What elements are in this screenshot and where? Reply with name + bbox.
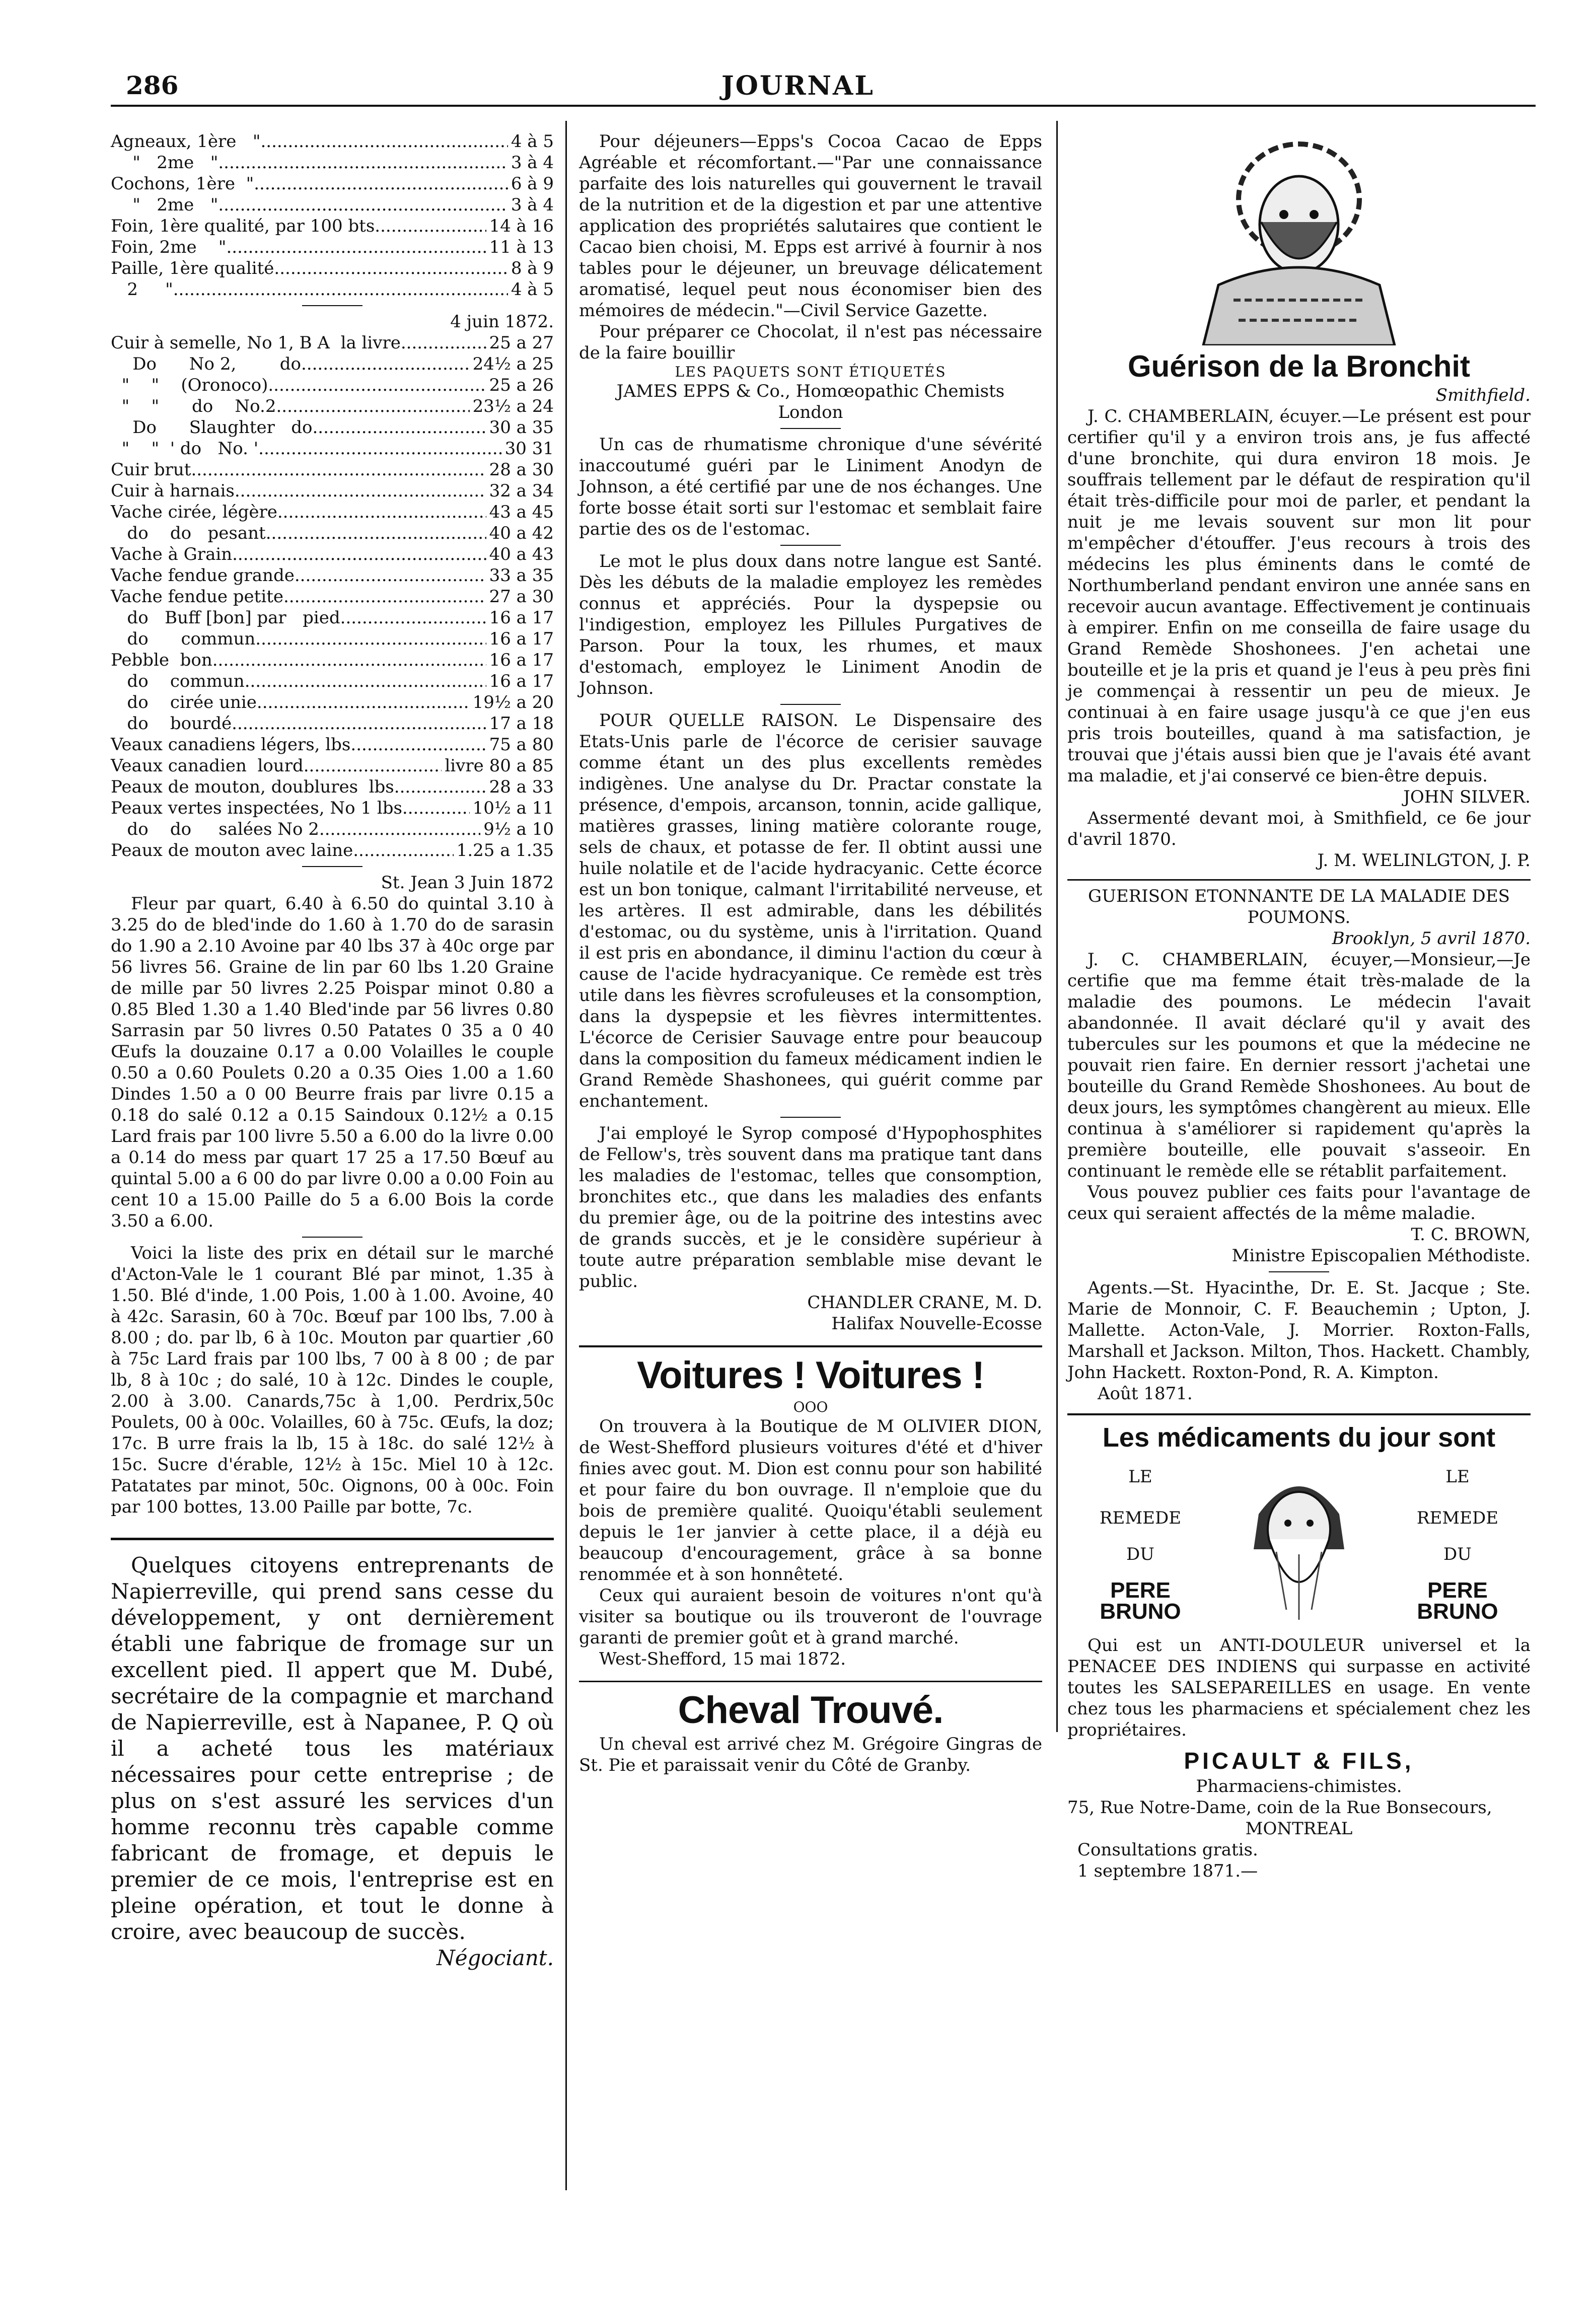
price-row xyxy=(111,237,554,258)
pere-bruno-portrait xyxy=(1228,1459,1369,1630)
leader-dots xyxy=(260,131,507,152)
poumons-letter: J. C. CHAMBERLAIN, écuyer,—Monsieur,—Je certifie que ma femme était très-malade de la maladie des poumons. Le médecin l'avait abandonnée. Il avait déclaré qu'il y avait des tubercules sur les poumons et que la médecine ne pouvait rien faire. En dernier ressort j'achetai une bouteille du Grand Remède Shoshonees. Au bout de deux jours, les symptômes changèrent au mieux. Elle continua à s'améliorer si rapidement qu'après la première bouteille, elle pouvait s'asseoir. En continuant le remède elle se rétablit parfaitement. xyxy=(1067,950,1531,1181)
leader-dots xyxy=(287,396,470,417)
price-value: 25 a 27 xyxy=(489,333,554,353)
price-value: 40 a 42 xyxy=(489,523,554,543)
section-rule xyxy=(111,1538,554,1540)
price-row xyxy=(111,586,554,607)
acton-prices: Voici la liste des prix en détail sur le marché d'Acton-Vale le 1 courant Blé par minot, 1.35 à 1.50. Blé d'inde, 1.00 Pois, 1.00 à 1.00. Avoine, 40 à 42c. Sarasin, 60 à 70c. Bœuf par 100 lbs, 7.00 à 8.00 ; do. par lb, 6 à 10c. Mouton par quartier ,60 à 75c Lard frais par 100 lbs, 7 00 à 8 00 ; de par lb, 8 à 10c ; do salé, 10 à 12c. Dindes le couple, 2.00 à 3.00. Canards,75c à 1,00. Perdrix,50c Poulets, 00 à 00c. Volailles, 60 à 75c. Œufs, la doz; 17c. B urre frais la lb, 15 à 18c. do salé 12½ à 15c. Sucre d'érable, 12½ à 15c. Miel 10 à 12c. Patatates par minot, 50c. Oignons, 00 à 00c. Foin par 100 bottes, 13.00 Paille par botte, 7c. xyxy=(111,1243,554,1517)
leader-dots xyxy=(402,798,470,819)
leader-dots xyxy=(232,544,486,565)
price-label: " 2me " xyxy=(111,153,219,173)
leader-dots xyxy=(268,375,486,396)
price-label: Vache à Grain xyxy=(111,544,233,564)
price-label: do do pesant xyxy=(111,523,266,543)
market-date-1: 4 juin 1872. xyxy=(450,312,554,332)
leader-dots xyxy=(319,819,480,840)
leader-dots xyxy=(257,692,470,713)
bruno-le-right: LE xyxy=(1445,1467,1470,1487)
price-value: 23½ a 24 xyxy=(472,396,554,416)
voitures-date: West-Shefford, 15 mai 1872. xyxy=(599,1649,846,1669)
price-row xyxy=(111,798,554,819)
leader-dots xyxy=(301,353,470,375)
price-label: Peaux vertes inspectées, No 1 lbs xyxy=(111,798,402,818)
price-value: 4 à 5 xyxy=(511,279,554,300)
section-rule xyxy=(1067,1413,1531,1415)
leader-dots xyxy=(212,650,486,671)
price-row xyxy=(111,375,554,396)
price-label: do cirée unie xyxy=(111,692,257,712)
price-label: do commun xyxy=(111,629,256,649)
section-rule xyxy=(579,1681,1042,1682)
price-value: 32 a 34 xyxy=(489,481,554,501)
price-row xyxy=(111,417,554,438)
price-value: 16 a 17 xyxy=(489,608,554,628)
leader-dots xyxy=(394,776,486,798)
bronchit-jp: J. M. WELINLGTON, J. P. xyxy=(1317,850,1531,871)
price-label: do bourdé xyxy=(111,713,232,734)
price-label: Cuir à semelle, No 1, B A la livre xyxy=(111,333,401,353)
poumons-signature-2: Ministre Episcopalien Méthodiste. xyxy=(1231,1246,1531,1266)
price-value: 6 à 9 xyxy=(511,174,554,194)
price-row xyxy=(111,776,554,798)
price-label: do do salées No 2 xyxy=(111,819,319,839)
price-value: 16 a 17 xyxy=(489,671,554,691)
price-label: Peaux de mouton avec laine xyxy=(111,840,353,860)
price-row xyxy=(111,840,554,861)
poumons-title: GUERISON ETONNANTE DE LA MALADIE DES POUMONS. xyxy=(1088,886,1510,927)
price-list-1 xyxy=(111,131,554,300)
price-label: Pebble bon xyxy=(111,650,212,670)
price-row xyxy=(111,713,554,734)
syrop-signature: CHANDLER CRANE, M. D. xyxy=(807,1292,1042,1313)
rheumatism-article: Un cas de rhumatisme chronique d'une sévérité inaccoutumé guéri par le Liniment Anodyn de Johnson, a été certifié par une de nos échanges. Une forte bosse était sorti sur l'estomac et semblait faire partie des os de l'estomac. xyxy=(579,435,1042,539)
syrop-place: Halifax Nouvelle-Ecosse xyxy=(831,1314,1042,1334)
price-row xyxy=(111,734,554,755)
price-row xyxy=(111,819,554,840)
price-label: Foin, 1ère qualité, par 100 bts xyxy=(111,216,375,236)
bronchit-signature: JOHN SILVER. xyxy=(1403,787,1531,807)
price-value: 28 a 33 xyxy=(489,777,554,797)
price-row xyxy=(111,755,554,776)
bruno-title: Les médicaments du jour sont xyxy=(1102,1422,1496,1453)
price-label: Cuir à harnais xyxy=(111,481,235,501)
bronchit-letter: J. C. CHAMBERLAIN, écuyer.—Le présent est pour certifier qu'il y a environ trois ans, je fus affecté d'une bronchite, qui dura environ 18 mois. Je souffrais tellement par le défaut de respiration qu'il était très-difficile pour moi de parler, et pendant la nuit je me levais souvent sur mon lit pour m'empêcher d'étouffer. J'eus recours à trois des médecins les plus éminents dans le comté de Northumberland pendant environ une année sans en recevoir aucun avantage. Effectivement je continuais à empirer. Enfin on me conseilla de faire usage du Grand Remède Shoshonees. J'en achetai une bouteille et je la pris et quand je l'eus à peu près fini je commençai à ressentir un peu de mieux. Je continuai à en faire usage jusqu'à ce que j'en eus pris trois bouteilles, quand à ma satisfaction, je trouvai que j'étais aussi bien que je l'avais été avant ma maladie, et j'ai conservé ce bien-être depuis. xyxy=(1067,406,1531,786)
price-value: 75 a 80 xyxy=(489,735,554,755)
price-row xyxy=(111,438,554,459)
bruno-remede-left: REMEDE xyxy=(1099,1508,1182,1528)
price-label: do Buff [bon] par pied xyxy=(111,608,340,628)
price-label: Foin, 2me " xyxy=(111,237,227,257)
leader-dots xyxy=(218,194,507,215)
price-label: Vache cirée, légère xyxy=(111,502,277,522)
leader-dots xyxy=(254,173,508,194)
picault-consult: Consultations gratis. xyxy=(1077,1840,1258,1860)
price-value: livre 80 a 85 xyxy=(445,756,554,776)
price-row xyxy=(111,194,554,215)
price-value: 8 à 9 xyxy=(511,258,554,278)
price-row xyxy=(111,353,554,375)
leader-dots xyxy=(255,628,486,650)
price-value: 25 a 26 xyxy=(489,375,554,395)
separator xyxy=(1269,1271,1329,1272)
leader-dots xyxy=(226,237,486,258)
fromage-article: Quelques citoyens entreprenants de Napierreville, qui prend sans cesse du développement, y ont dernièrement établi une fabrique de fromage sur un excellent pied. Il appert que M. Dubé, secrétaire de la compagnie et marchand de Napierreville, est à Napanee, P. Q où il a acheté tous les matériaux nécessaires pour cette entreprise ; de plus on s'est assuré les services d'un homme reconnu très capable comme fabricant de fromage, et depuis le premier de ce mois, l'entreprise est en pleine opération, et tout le donne à croire, avec beaucoup de succès. xyxy=(111,1553,554,1944)
separator xyxy=(780,428,841,429)
fromage-signature: Négociant. xyxy=(436,1946,554,1970)
bruno-name-left: PERE BRUNO xyxy=(1100,1578,1181,1624)
poumons-place: Brooklyn, 5 avril 1870. xyxy=(1332,928,1531,949)
column-2 xyxy=(579,131,1042,1776)
price-row xyxy=(111,332,554,353)
price-value: 19½ a 20 xyxy=(472,692,554,712)
price-label: 2 " xyxy=(111,279,173,300)
price-label: Veaux canadiens légers, lbs xyxy=(111,735,351,755)
price-value: 43 a 45 xyxy=(489,502,554,522)
price-label: Do No 2, do xyxy=(111,354,301,374)
picault-title: PICAULT & FILS, xyxy=(1184,1748,1414,1774)
bruno-du-left: DU xyxy=(1126,1544,1154,1564)
journal-title: JOURNAL xyxy=(721,70,875,101)
separator xyxy=(780,1117,841,1118)
separator xyxy=(780,545,841,546)
price-label: " " do No.2.. xyxy=(111,396,287,416)
stjean-prices: Fleur par quart, 6.40 à 6.50 do quintal 3.10 à 3.25 do de bled'inde do 1.60 à 1.70 do de sarasin do 1.90 a 2.10 Avoine par 40 lbs 37 à 40c orge par 56 livres 56. Graine de lin par 60 lbs 1.20 Graine de mille par 50 livres 2.25 Poispar minot 0.80 a 0.85 Bled 1.30 a 1.40 Bled'inde par 56 livres 0.80 Sarrasin par 50 livres 0.50 Patates 0 35 a 0 40 Œufs la douzaine 0.17 a 0.00 Volailles le couple 0.50 a 0.60 Poulets 0.20 a 0.35 Oies 1.00 a 1.60 Dindes 1.50 a 0 00 Beurre frais par livre 0.15 a 0.18 do salé 0.12 a 0.15 Saindoux 0.12½ a 0.15 Lard frais par 100 livre 5.50 a 6.00 do la livre 0.00 a 0.14 do mess par quart 17 25 a 17.50 Bœuf au quintal 5.00 a 6 00 do par livre 0.00 a 0.00 Foin au cent 10 a 15.00 Paille do 5 a 6.00 Bois la corde 3.50 a 6.00. xyxy=(111,894,554,1231)
picault-sub: Pharmaciens-chimistes. xyxy=(1196,1776,1402,1797)
column-divider-1 xyxy=(565,121,567,2190)
price-row xyxy=(111,628,554,650)
separator xyxy=(302,1237,362,1238)
bruno-remede-right: REMEDE xyxy=(1416,1508,1499,1528)
price-label: " " ' do No. ' xyxy=(111,439,259,459)
agents-list: Agents.—St. Hyacinthe, Dr. E. St. Jacque ; Ste. Marie de Monnoir, C. F. Beauchemin ; Upton, J. Mallette. Acton-Vale, J. Morrier. Roxton-Falls, Marshall et Jackson. Milton, Thos. Hackett. Chambly, John Hackett. Roxton-Pond, R. A. Kimpton. xyxy=(1067,1278,1531,1383)
cheval-article: Un cheval est arrivé chez M. Grégoire Gingras de St. Pie et paraissait venir du Côté de Granby. xyxy=(579,1734,1042,1775)
price-value: 9½ a 10 xyxy=(483,819,554,839)
syrop-article: J'ai employé le Syrop composé d'Hypophosphites de Fellow's, très souvent dans ma pratique tant dans les maladies de l'estomac, telles que consomption, bronchites etc., que dans les maladies des enfants du premier âge, ou de la poitrine des intestins avec de grands succès, et je le considère supérieur à toute autre préparation semblable mise devant le public. xyxy=(579,1123,1042,1291)
page-number: 286 xyxy=(126,70,179,100)
price-value: 40 a 43 xyxy=(489,544,554,564)
price-label: " 2me " xyxy=(111,195,219,215)
price-label: Cochons, 1ère " xyxy=(111,174,254,194)
bruno-description: Qui est un ANTI-DOULEUR universel et la PENACEE DES INDIENS qui surpasse en activité toutes les SALSEPAREILLES en usage. En vente chez tous les pharmaciens et spécialement chez les propriétaires. xyxy=(1067,1635,1531,1740)
price-row xyxy=(111,480,554,501)
price-list-2 xyxy=(111,332,554,861)
price-row xyxy=(111,650,554,671)
picault-city: MONTREAL xyxy=(1245,1819,1353,1839)
price-value: 16 a 17 xyxy=(489,650,554,670)
leader-dots xyxy=(340,607,486,628)
price-label: " " (Oronoco) xyxy=(111,375,268,395)
leader-dots xyxy=(283,586,486,607)
bronchit-title: Guérison de la Bronchit xyxy=(1127,349,1471,383)
header-rule xyxy=(111,105,1536,107)
price-label: Paille, 1ère qualité xyxy=(111,258,274,278)
price-value: 27 a 30 xyxy=(489,587,554,607)
epps-city: London xyxy=(778,402,843,422)
price-value: 1.25 a 1.35 xyxy=(456,840,554,860)
column-divider-2 xyxy=(1056,121,1058,1732)
price-row xyxy=(111,544,554,565)
poumons-letter-2: Vous pouvez publier ces faits pour l'avantage de ceux qui seraient affectés de la même maladie. xyxy=(1067,1182,1531,1224)
price-value: 4 à 5 xyxy=(511,131,554,152)
price-value: 30 31 xyxy=(504,439,554,459)
column-1 xyxy=(111,131,554,1971)
price-row xyxy=(111,607,554,628)
price-label: Vache fendue petite xyxy=(111,587,283,607)
leader-dots xyxy=(218,152,507,173)
leader-dots xyxy=(353,840,453,861)
leader-dots xyxy=(350,734,486,755)
price-row xyxy=(111,692,554,713)
leader-dots xyxy=(245,671,486,692)
cheval-title: Cheval Trouvé. xyxy=(678,1689,944,1732)
bruno-du-right: DU xyxy=(1443,1544,1472,1564)
price-label: Peaux de mouton, doublures lbs xyxy=(111,777,394,797)
agents-date: Août 1871. xyxy=(1098,1384,1193,1404)
price-label: Agneaux, 1ère " xyxy=(111,131,261,152)
poumons-signature: T. C. BROWN, xyxy=(1411,1225,1531,1245)
leader-dots xyxy=(258,438,502,459)
leader-dots xyxy=(266,523,486,544)
price-label: Vache fendue grande xyxy=(111,565,295,586)
leader-dots xyxy=(235,480,486,501)
bruno-le-left: LE xyxy=(1128,1467,1152,1487)
price-value: 10½ a 11 xyxy=(472,798,554,818)
price-value: 3 à 4 xyxy=(511,153,554,173)
price-value: 30 a 35 xyxy=(489,417,554,438)
price-row xyxy=(111,215,554,237)
separator xyxy=(302,866,362,867)
leader-dots xyxy=(173,279,508,300)
price-value: 24½ a 25 xyxy=(472,354,554,374)
picault-address: 75, Rue Notre-Dame, coin de la Rue Bonsecours, xyxy=(1067,1798,1492,1818)
voitures-title: Voitures ! Voitures ! xyxy=(637,1354,984,1397)
leader-dots xyxy=(375,215,486,237)
indian-chief-portrait xyxy=(1158,134,1440,345)
raison-article: POUR QUELLE RAISON. Le Dispensaire des Etats-Unis parle de l'écorce de cerisier sauvage comme étant un des plus excellents remèdes indigènes. Une analyse du Dr. Practar constate la présence, d'empois, arcanson, tonnin, acide gallique, matières grasses, lining matière colorante rouge, sels de chaux, et potasse de fer. Il obtint aussi une huile nolatile et de l'acide hydracyanic. Cette écorce est un bon tonique, calmant l'irritabilité nerveuse, et les artères. Il est admirable, dans les débilités d'estomac, ou du système, unis à l'irritation. Quand il est pris en abondance, il diminu l'action du cœur à cause de l'acide hydracyanique. Ce remède est très utile dans les fièvres scrofuleuses et la consomption, dans la dyspepsie et les fièvres intermittentes. L'écorce de Cerisier Sauvage entre pour beaucoup dans la composition du fameux médicament indien le Grand Remède Shashonees, qui guérit comme par enchantement. xyxy=(579,710,1042,1111)
price-value: 33 a 35 xyxy=(489,565,554,586)
leader-dots xyxy=(232,713,486,734)
price-label: Cuir brut xyxy=(111,460,191,480)
picault-date: 1 septembre 1871.— xyxy=(1077,1861,1258,1881)
leader-dots xyxy=(313,417,486,438)
voitures-article: On trouvera à la Boutique de M OLIVIER DION, de West-Shefford plusieurs voitures d'été et d'hiver finies avec gout. M. Dion est connu pour son habilité et pour faire du bon ouvrage. Il n'emploie que du bois de première qualité. Quoiqu'établi seulement depuis le 1er janvier à cette place, il a déjà eu beaucoup d'encouragement, grâce à sa bonne renommée et à son honnêteté. xyxy=(579,1416,1042,1585)
epps-ad: Pour déjeuners—Epps's Cocoa Cacao de Epps Agréable et récomfortant.—"Par une connaissance parfaite des lois naturelles qui gouvernent le travail de la nutrition et de la digestion et par une attentive application des propriétés salutaires que contient le Cacao bien choisi, M. Epps est arrivé à fournir à nos tables pour le déjeuner, un breuvage délicatement aromatisé, lequel peut nous économiser bien des mémoires de médecin."—Civil Service Gazette. xyxy=(579,131,1042,321)
price-row xyxy=(111,396,554,417)
leader-dots xyxy=(401,332,486,353)
leader-dots xyxy=(277,501,486,523)
column-3 xyxy=(1067,131,1531,1882)
epps-packets: LES PAQUETS SONT ÉTIQUETÉS xyxy=(675,364,947,380)
price-row xyxy=(111,279,554,300)
price-row xyxy=(111,152,554,173)
price-row xyxy=(111,258,554,279)
price-row xyxy=(111,523,554,544)
price-row xyxy=(111,565,554,586)
section-rule xyxy=(579,1345,1042,1347)
section-rule xyxy=(1067,879,1531,881)
separator xyxy=(302,305,362,306)
price-value: 14 à 16 xyxy=(489,216,554,236)
market-date-2: St. Jean 3 Juin 1872 xyxy=(381,873,554,893)
price-row xyxy=(111,131,554,152)
leader-dots xyxy=(295,565,486,586)
price-value: 16 a 17 xyxy=(489,629,554,649)
price-label: Veaux canadien lourd xyxy=(111,756,304,776)
price-value: 28 a 30 xyxy=(489,460,554,480)
leader-dots xyxy=(304,755,442,776)
bronchit-sworn: Assermenté devant moi, à Smithfield, ce 6e jour d'avril 1870. xyxy=(1067,808,1531,849)
price-label: do commun xyxy=(111,671,245,691)
voitures-separator: OOO xyxy=(793,1399,828,1415)
bronchit-place: Smithfield. xyxy=(1435,385,1531,405)
bruno-name-right: PERE BRUNO xyxy=(1417,1578,1498,1624)
price-value: 17 a 18 xyxy=(489,713,554,734)
epps-company: JAMES EPPS & Co., Homœopathic Chemists xyxy=(616,381,1005,401)
voitures-article-2: Ceux qui auraient besoin de voitures n'ont qu'à visiter sa boutique ou ils trouveront de l'ouvrage garanti de premier goût et à grand marché. xyxy=(579,1586,1042,1648)
price-label: Do Slaughter do xyxy=(111,417,313,438)
leader-dots xyxy=(191,459,486,480)
epps-prep: Pour préparer ce Chocolat, il n'est pas nécessaire de la faire bouillir xyxy=(579,322,1042,363)
leader-dots xyxy=(274,258,507,279)
price-row xyxy=(111,671,554,692)
price-row xyxy=(111,173,554,194)
sante-article: Le mot le plus doux dans notre langue est Santé. Dès les débuts de la maladie employez les remèdes connus et appréciés. Pour la dyspepsie ou l'indigestion, employez les Pillules Purgatives de Parson. Pour la toux, les rhumes, et maux d'estomach, employez le Liniment Anodin de Johnson. xyxy=(579,551,1042,698)
price-value: 11 à 13 xyxy=(489,237,554,257)
price-row xyxy=(111,501,554,523)
separator xyxy=(780,704,841,705)
price-value: 3 à 4 xyxy=(511,195,554,215)
price-row xyxy=(111,459,554,480)
